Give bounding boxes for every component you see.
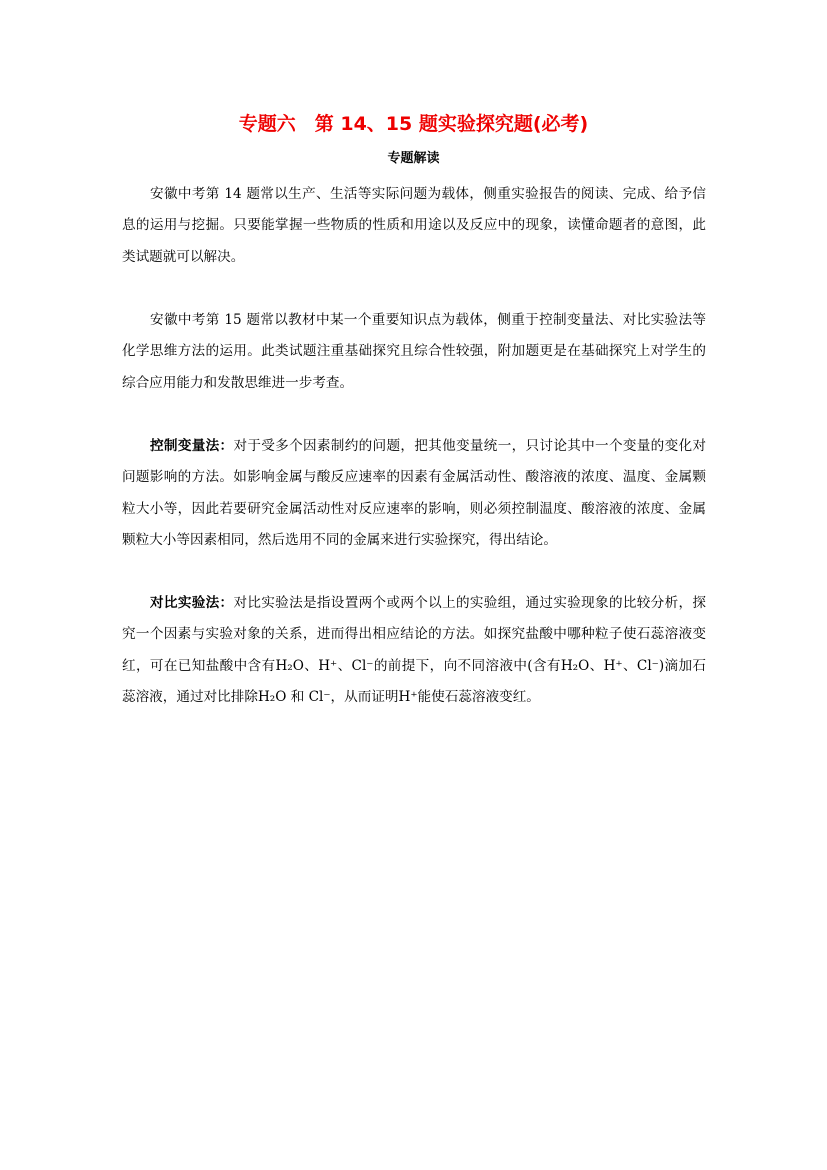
control-variable-text: 对于受多个因素制约的问题，把其他变量统一，只讨论其中一个变量的变化对问题影响的方法。如影响金属与酸反应速率的因素有金属活动性、酸溶液的浓度、温度、金属颗粒大小等，因此若要研究金属活动性对反应速率的影响，则必须控制温度、酸溶液的浓度、金属颗粒大小等因素相同，然后选用不同的金属来进行实验探究，得出结论。: [122, 438, 707, 549]
document-body: [122, 179, 706, 714]
comparison-text-d: ，从而证明: [330, 689, 399, 706]
comparison-text-e: 能使石蕊溶液变红。: [417, 689, 540, 706]
chem-formula-1: H₂O、H⁺、Cl⁻: [275, 657, 374, 674]
document-title: 专题六 第 14、15 题实验探究题(必考): [238, 113, 589, 135]
paragraph-control-variable: [122, 431, 706, 588]
chem-formula-4: H⁺: [398, 689, 418, 706]
paragraph-comparison-experiment: [122, 588, 706, 714]
chem-formula-3: H₂O 和 Cl⁻: [257, 689, 331, 706]
paragraph-q15: 安徽中考第 15 题常以教材中某一个重要知识点为载体，侧重于控制变量法、对比实验法等化学思维方法的运用。此类试题注重基础探究且综合性较强，附加题更是在基础探究上对学生的综合应用能力和发散思维进一步考查。: [122, 312, 706, 391]
chem-formula-2: H₂O、H⁺、Cl⁻: [560, 657, 659, 674]
comparison-text-b: 的前提下，向不同溶液中(含有: [373, 657, 561, 674]
comparison-text-c: )滴加石蕊溶液，通过对比排除: [122, 657, 706, 706]
comparison-text-a: 对比实验法是指设置两个或两个以上的实验组，通过实验现象的比较分析，探究一个因素与实验对象的关系，进而得出相应结论的方法。如探究盐酸中哪种粒子使石蕊溶液变红，可在已知盐酸中含有: [122, 595, 707, 674]
term-control-variable: 控制变量法：: [150, 438, 234, 454]
paragraph-q14: 安徽中考第 14 题常以生产、生活等实际问题为载体，侧重实验报告的阅读、完成、给予信息的运用与挖掘。只要能掌握一些物质的性质和用途以及反应中的现象，读懂命题者的意图，此类试题就可以解决。: [122, 186, 706, 265]
section-heading: 专题解读: [387, 151, 440, 166]
term-comparison-experiment: 对比实验法：: [150, 595, 234, 611]
